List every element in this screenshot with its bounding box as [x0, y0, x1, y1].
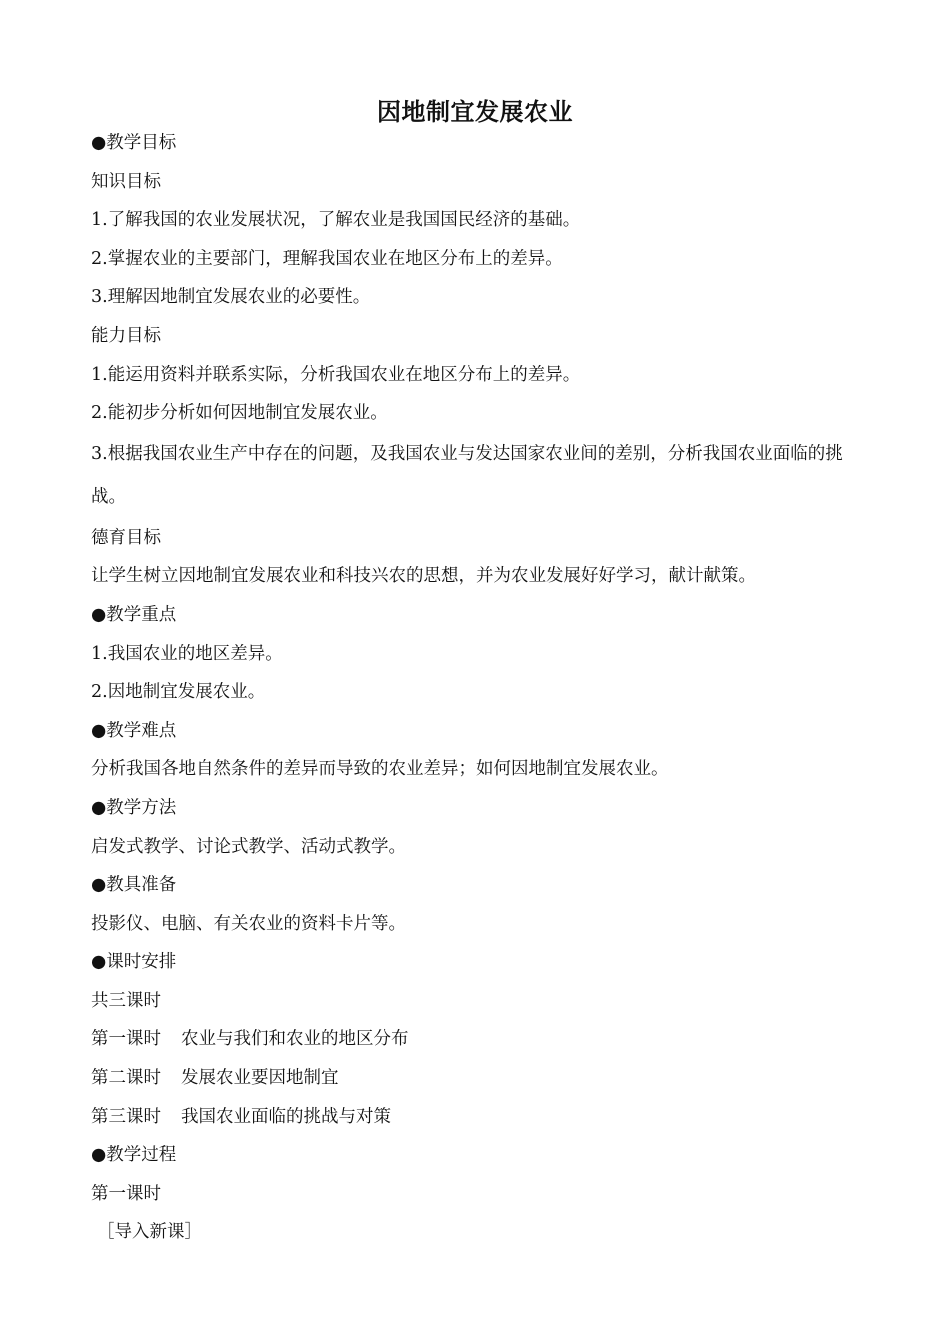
schedule-row — [91, 1020, 871, 1059]
section-heading-methods: ●教学方法 — [91, 797, 177, 818]
section-heading-difficulties: ●教学难点 — [91, 720, 177, 741]
knowledge-goal-1: 1.了解我国的农业发展状况，了解农业是我国国民经济的基础。 — [91, 210, 581, 231]
section-heading-process: ●教学过程 — [91, 1145, 177, 1166]
key-point-2: 2.因地制宜发展农业。 — [91, 682, 266, 703]
schedule-row — [91, 1059, 871, 1098]
document-title: 因地制宜发展农业 — [377, 98, 573, 126]
difficulty-text: 分析我国各地自然条件的差异而导致的农业差异；如何因地制宜发展农业。 — [91, 759, 669, 780]
section-heading-materials: ●教具准备 — [91, 875, 177, 896]
document-body — [91, 124, 871, 1252]
subheading-moral-goals: 德育目标 — [91, 527, 161, 548]
schedule-topic: 农业与我们和农业的地区分布 — [181, 1029, 409, 1050]
section-heading-key-points: ●教学重点 — [91, 604, 177, 625]
section-heading-objectives: ●教学目标 — [91, 133, 177, 153]
intro-new-lesson: ［导入新课］ — [97, 1222, 202, 1243]
schedule-topic: 发展农业要因地制宜 — [181, 1068, 339, 1089]
section-heading-schedule: ●课时安排 — [91, 952, 177, 973]
schedule-label: 第二课时 — [91, 1068, 161, 1089]
materials-text: 投影仪、电脑、有关农业的资料卡片等。 — [91, 913, 406, 934]
methods-text: 启发式教学、讨论式教学、活动式教学。 — [91, 836, 406, 857]
ability-goal-3: 3.根据我国农业生产中存在的问题，及我国农业与发达国家农业间的差别，分析我国农业面临的挑战。 — [91, 443, 843, 507]
schedule-label: 第三课时 — [91, 1106, 161, 1127]
ability-goal-2: 2.能初步分析如何因地制宜发展农业。 — [91, 403, 388, 424]
schedule-row — [91, 1098, 871, 1137]
schedule-total: 共三课时 — [91, 990, 161, 1011]
subheading-knowledge-goals: 知识目标 — [91, 171, 161, 192]
process-first-lesson: 第一课时 — [91, 1183, 161, 1204]
schedule-label: 第一课时 — [91, 1029, 161, 1050]
knowledge-goal-2: 2.掌握农业的主要部门，理解我国农业在地区分布上的差异。 — [91, 248, 563, 269]
knowledge-goal-3: 3.理解因地制宜发展农业的必要性。 — [91, 287, 371, 308]
subheading-ability-goals: 能力目标 — [91, 325, 161, 346]
ability-goal-1: 1.能运用资料并联系实际，分析我国农业在地区分布上的差异。 — [91, 364, 581, 385]
key-point-1: 1.我国农业的地区差异。 — [91, 643, 283, 664]
moral-goal-text: 让学生树立因地制宜发展农业和科技兴农的思想，并为农业发展好好学习，献计献策。 — [91, 566, 756, 587]
schedule-topic: 我国农业面临的挑战与对策 — [181, 1106, 391, 1127]
